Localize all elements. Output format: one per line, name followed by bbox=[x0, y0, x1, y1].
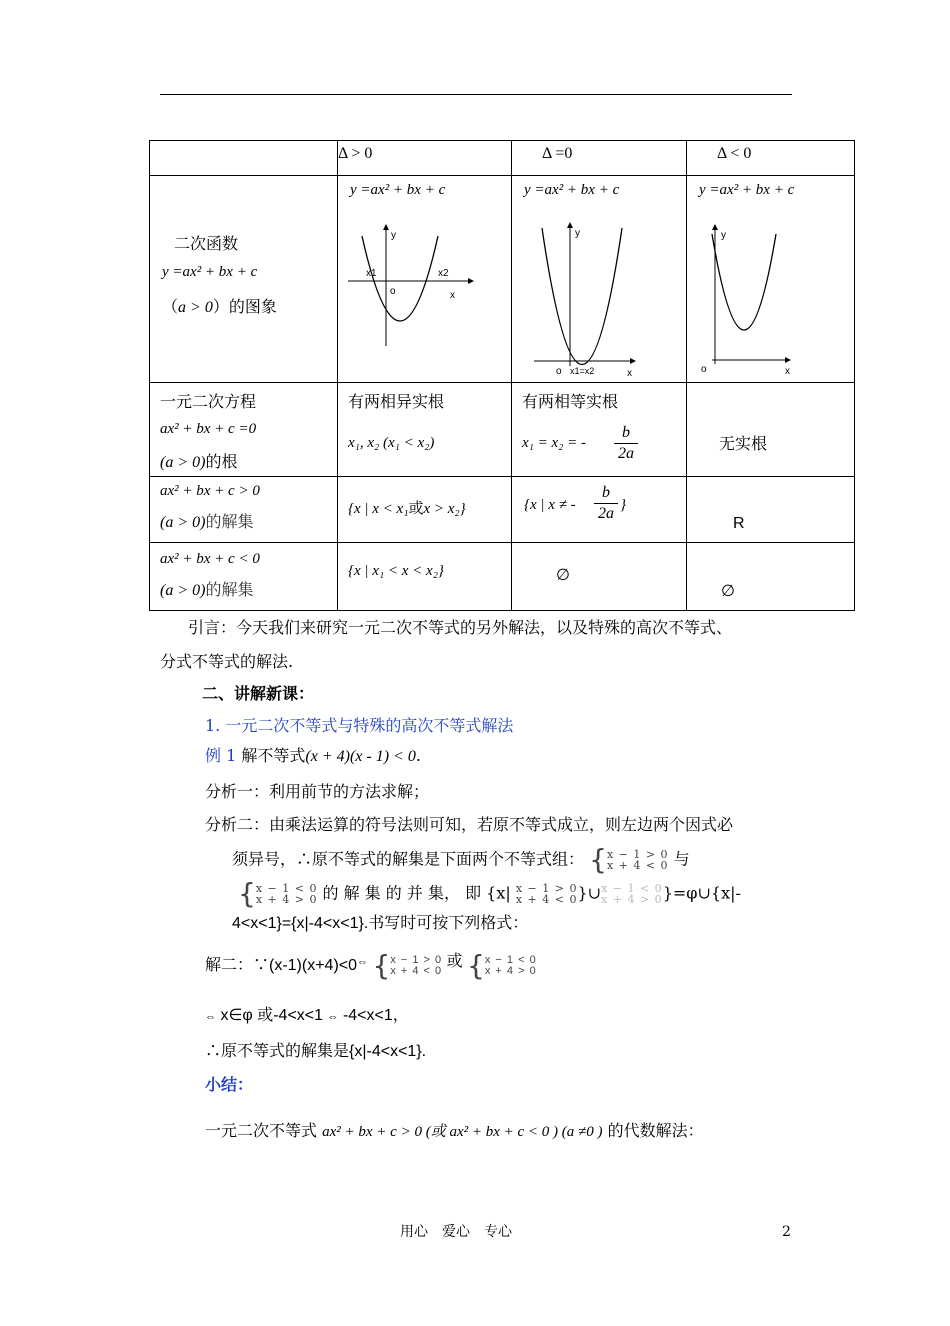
gt-set-equal-post: } bbox=[620, 497, 626, 513]
brace-icon: { bbox=[372, 949, 391, 982]
roots-distinct-formula: x₁, x₂ (x₁ < x₂) bbox=[348, 435, 435, 451]
graph3-curve bbox=[712, 234, 776, 330]
header-delta-negative: Δ < 0 bbox=[687, 141, 855, 176]
roots-equal-denominator: 2a bbox=[614, 443, 638, 464]
lt-set-empty-negative: ∅ bbox=[721, 581, 735, 600]
gt-set-equal-numerator: b bbox=[602, 484, 610, 501]
system-a: x − 1 > 0 x + 4 < 0 bbox=[606, 848, 669, 872]
gt-label-cond: (a > 0)的解集 bbox=[160, 512, 254, 531]
roots-equal-fraction bbox=[614, 423, 638, 464]
lt-cell-delta-positive bbox=[338, 543, 512, 611]
comparison-table bbox=[149, 140, 855, 611]
header-blank bbox=[150, 141, 338, 176]
lt-label-cell bbox=[150, 543, 338, 611]
lt-cell-delta-zero bbox=[512, 543, 687, 611]
example-text: 解不等式 bbox=[241, 746, 306, 765]
roots-distinct-text: 有两相异实根 bbox=[348, 392, 445, 411]
brace-icon: { bbox=[238, 877, 256, 910]
lt-set-empty-zero: ∅ bbox=[556, 565, 570, 584]
roots-equal-text: 有两相等实根 bbox=[522, 392, 619, 411]
graph-cell-delta-positive bbox=[338, 176, 512, 383]
roots-label-cond: (a > 0)的根 bbox=[160, 452, 238, 471]
graph1-y-arrow bbox=[383, 224, 389, 230]
roots-cell-delta-negative bbox=[687, 383, 855, 477]
graph2-parabola bbox=[512, 216, 687, 376]
graph1-func: y =ax² + bx + c bbox=[350, 182, 446, 198]
graph2-root-label: x1=x2 bbox=[570, 366, 595, 376]
graph3-func: y =ax² + bx + c bbox=[699, 182, 795, 198]
lt-label-cond: (a > 0)的解集 bbox=[160, 580, 254, 599]
example-label: 例 1 bbox=[205, 746, 237, 765]
graph3-y-label: y bbox=[721, 230, 726, 241]
graph1-x1-label: x1 bbox=[366, 268, 377, 279]
summary-title: 小结： bbox=[205, 1075, 254, 1094]
gt-set-equal-denominator: 2a bbox=[594, 503, 618, 524]
brace-icon: { bbox=[589, 843, 607, 876]
lt-cell-delta-negative bbox=[687, 543, 855, 611]
gt-cell-delta-negative bbox=[687, 477, 855, 543]
summary-formula: ax² + bx + c > 0 (或 ax² + bx + c < 0 ) (a ≠0 ) bbox=[322, 1124, 603, 1140]
header-rule bbox=[160, 94, 792, 95]
system-b-faded: x − 1 < 0 x + 4 > 0 bbox=[601, 882, 663, 906]
system-a-inline: x − 1 > 0 x + 4 < 0 bbox=[515, 882, 578, 906]
analysis-2-line-4: 4<x<1}={x|-4<x<1}.书写时可按下列格式： bbox=[232, 915, 529, 932]
roots-label-equation: ax² + bx + c =0 bbox=[160, 421, 257, 437]
iff-icon: ⇔ bbox=[327, 1011, 339, 1023]
gt-cell-delta-zero bbox=[512, 477, 687, 543]
graph-label-cell bbox=[150, 176, 338, 383]
graph1-origin-label: o bbox=[390, 286, 396, 297]
gt-label-inequality: ax² + bx + c > 0 bbox=[160, 483, 260, 499]
iff-icon: ⇔ bbox=[205, 1011, 216, 1023]
graph-cell-delta-negative bbox=[687, 176, 855, 383]
header-delta-zero: Δ =0 bbox=[512, 141, 687, 176]
header-delta-positive: Δ > 0 bbox=[338, 141, 512, 176]
roots-label-title: 一元二次方程 bbox=[160, 392, 257, 411]
graph2-curve bbox=[542, 228, 622, 365]
summary-line: 一元二次不等式 ax² + bx + c > 0 (或 ax² + bx + c < 0 ) (a ≠0 ) 的代数解法： bbox=[205, 1121, 704, 1140]
graph1-y-label: y bbox=[391, 230, 396, 241]
lt-label-inequality: ax² + bx + c < 0 bbox=[160, 551, 260, 567]
graph1-x-arrow bbox=[468, 278, 474, 284]
graph-label-func: y =ax² + bx + c bbox=[162, 264, 258, 280]
iff-icon: ⇔ bbox=[357, 956, 369, 968]
graph3-x-arrow bbox=[785, 357, 791, 363]
graph2-x-label: x bbox=[627, 368, 632, 376]
analysis-1: 分析一：利用前节的方法求解； bbox=[205, 782, 430, 801]
roots-equal-formula: x₁ = x₂ = - bbox=[522, 435, 586, 451]
footer-motto: 用心 爱心 专心 bbox=[400, 1224, 512, 1240]
solution-system-b: x − 1 < 0 x + 4 > 0 bbox=[484, 954, 537, 977]
table-row-graph bbox=[150, 176, 855, 383]
table-row-lt bbox=[150, 543, 855, 611]
gt-set-distinct: {x | x < x₁或x > x₂} bbox=[348, 501, 466, 517]
intro-line-1: 引言：今天我们来研究一元二次不等式的另外解法，以及特殊的高次不等式、 bbox=[188, 618, 733, 637]
graph1-parabola bbox=[338, 216, 512, 376]
graph2-y-arrow bbox=[567, 222, 573, 228]
analysis-2-line-1: 分析二：由乘法运算的符号法则可知，若原不等式成立，则左边两个因式必 bbox=[205, 815, 734, 834]
gt-set-equal-fraction bbox=[594, 483, 618, 524]
graph3-x-label: x bbox=[785, 366, 790, 376]
graph2-x-arrow bbox=[630, 358, 636, 364]
solution-line-3: ∴原不等式的解集是{x|-4<x<1}. bbox=[205, 1043, 427, 1060]
graph3-origin-label: o bbox=[701, 364, 707, 375]
intro-line-2: 分式不等式的解法. bbox=[160, 652, 294, 671]
analysis-2-line-2: 须异号，∴原不等式的解集是下面两个不等式组： {x − 1 > 0 x + 4 < 0 与 bbox=[232, 843, 690, 876]
graph-cell-delta-zero bbox=[512, 176, 687, 383]
brace-icon: { bbox=[467, 949, 485, 982]
graph2-origin-label: o bbox=[556, 366, 562, 376]
graph-label-cond: （a > 0）的图象 bbox=[162, 297, 277, 316]
gt-cell-delta-positive bbox=[338, 477, 512, 543]
roots-equal-numerator: b bbox=[622, 424, 630, 441]
graph2-func: y =ax² + bx + c bbox=[524, 182, 620, 198]
solution-system-a: x − 1 > 0 x + 4 < 0 bbox=[390, 954, 443, 977]
roots-cell-delta-zero bbox=[512, 383, 687, 477]
graph1-x2-label: x2 bbox=[438, 268, 449, 279]
solution-line-2: ⇔ x∈φ 或-4<x<1 ⇔ -4<x<1， bbox=[205, 1007, 409, 1024]
gt-set-equal-pre: {x | x ≠ - bbox=[524, 497, 576, 513]
table-header-row bbox=[150, 141, 855, 176]
table-row-gt bbox=[150, 477, 855, 543]
table-row-roots bbox=[150, 383, 855, 477]
example-formula: (x + 4)(x - 1) < 0 bbox=[305, 748, 416, 765]
graph2-y-label: y bbox=[575, 228, 580, 239]
section-title: 二、讲解新课： bbox=[202, 684, 315, 703]
graph3-y-arrow bbox=[712, 224, 718, 230]
graph1-x-label: x bbox=[450, 290, 455, 301]
solution-line-1: 解二：∵(x-1)(x+4)<0⇔ {x − 1 > 0 x + 4 < 0 或 {x − 1 < 0 x + 4 > 0 bbox=[205, 949, 537, 982]
system-b: x − 1 < 0 x + 4 > 0 bbox=[255, 882, 318, 906]
gt-set-all-reals: R bbox=[733, 515, 745, 532]
lt-set-interval: {x | x₁ < x < x₂} bbox=[348, 563, 444, 579]
roots-label-cell bbox=[150, 383, 338, 477]
analysis-2-line-3: {x − 1 < 0 x + 4 > 0 的 解 集 的 并 集， 即 {x| x − 1 > 0 x + 4 < 0}∪x − 1 < 0 x + 4 > 0}=φ∪{x|- bbox=[238, 877, 741, 910]
page-number: 2 bbox=[782, 1224, 791, 1240]
roots-none-text: 无实根 bbox=[719, 434, 768, 453]
gt-label-cell bbox=[150, 477, 338, 543]
graph3-parabola bbox=[687, 216, 855, 376]
example-1: 例 1 解不等式(x + 4)(x - 1) < 0. bbox=[205, 746, 421, 765]
roots-cell-delta-positive bbox=[338, 383, 512, 477]
subsection-title: 1. 一元二次不等式与特殊的高次不等式解法 bbox=[205, 716, 514, 735]
graph-label-title: 二次函数 bbox=[174, 234, 239, 253]
